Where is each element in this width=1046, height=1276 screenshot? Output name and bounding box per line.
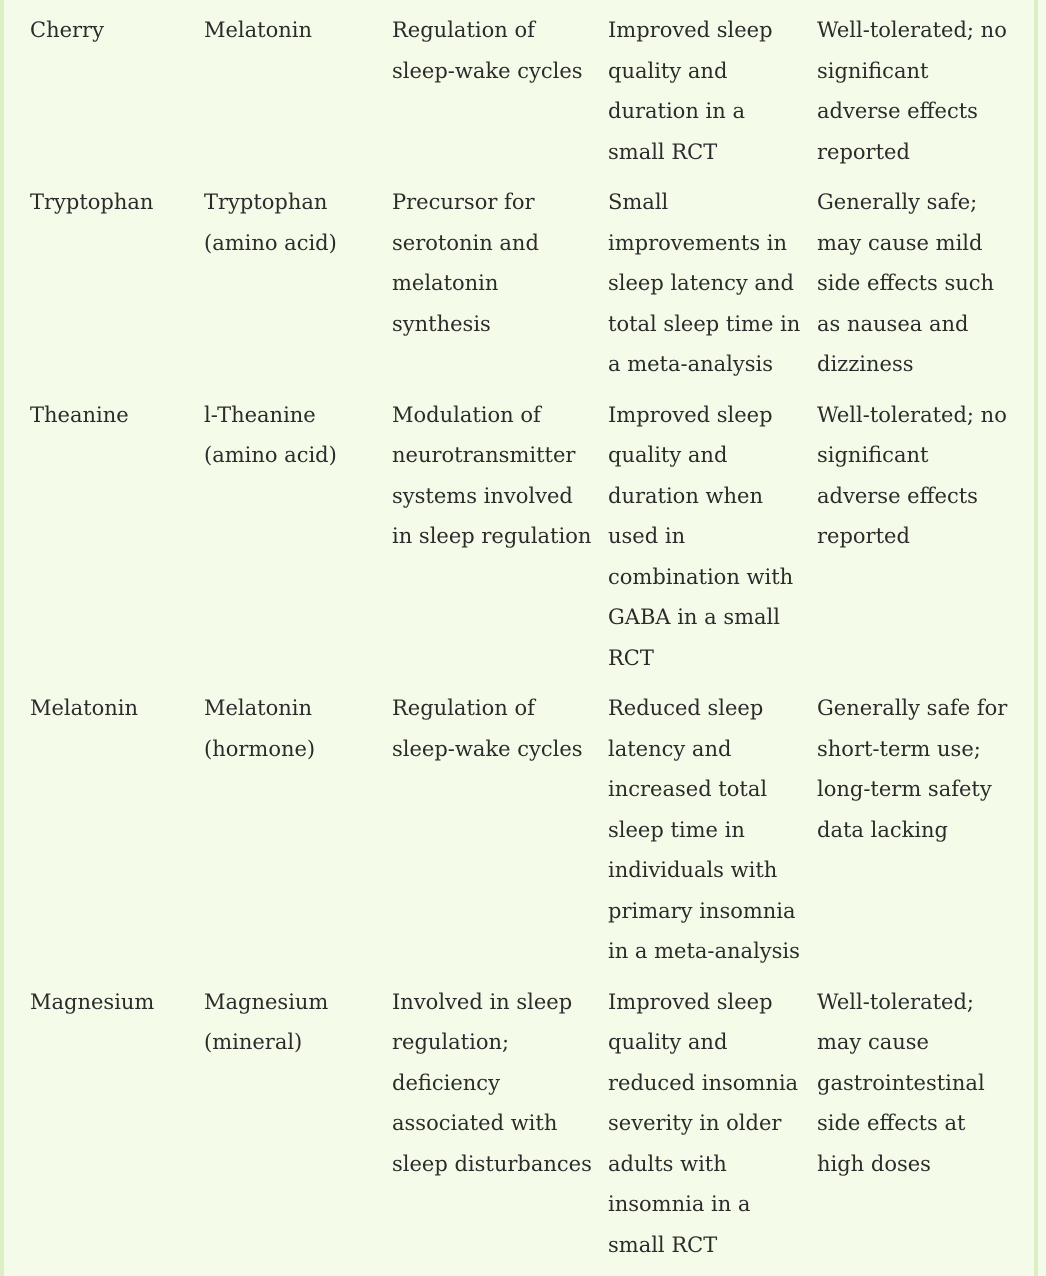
mechanism-cell: Precursor for serotonin and melatonin synthesis bbox=[392, 190, 539, 336]
evidence-cell: Improved sleep quality and duration when used in combination with GABA in a small RCT bbox=[608, 402, 794, 670]
safety-cell: Well-tolerated; no significant adverse effects reported bbox=[817, 402, 1007, 548]
remedies-table bbox=[22, 10, 1022, 1275]
compound-cell: Tryptophan (amino acid) bbox=[204, 190, 337, 255]
remedy-cell: Melatonin bbox=[30, 696, 139, 720]
mechanism-cell: Modulation of neurotransmitter systems involved in sleep regulation bbox=[392, 402, 592, 548]
evidence-cell: Reduced sleep latency and increased total sleep time in individuals with primary insomnia in a meta-analysis bbox=[608, 696, 800, 963]
table-row bbox=[22, 182, 1022, 395]
table-row bbox=[22, 395, 1022, 689]
compound-cell: l-Theanine (amino acid) bbox=[204, 402, 337, 467]
compound-cell: Melatonin bbox=[204, 18, 313, 42]
safety-cell: Well-tolerated; may cause gastrointestinal side effects at high doses bbox=[817, 989, 985, 1176]
mechanism-cell: Regulation of sleep-wake cycles bbox=[392, 696, 583, 761]
mechanism-cell: Involved in sleep regulation; deficiency associated with sleep disturbances bbox=[392, 989, 592, 1176]
compound-cell: Melatonin (hormone) bbox=[204, 696, 316, 761]
safety-cell: Well-tolerated; no significant adverse effects reported bbox=[817, 18, 1007, 164]
table-row bbox=[22, 982, 1022, 1276]
safety-cell: Generally safe for short-term use; long-term safety data lacking bbox=[817, 696, 1008, 842]
table-row bbox=[22, 10, 1022, 182]
evidence-cell: Improved sleep quality and duration in a small RCT bbox=[608, 18, 773, 164]
remedy-cell: Cherry bbox=[30, 18, 104, 42]
mechanism-cell: Regulation of sleep-wake cycles bbox=[392, 18, 583, 83]
evidence-cell: Improved sleep quality and reduced insomnia severity in older adults with insomnia in a small RCT bbox=[608, 989, 799, 1257]
safety-cell: Generally safe; may cause mild side effects such as nausea and dizziness bbox=[817, 190, 995, 376]
compound-cell: Magnesium (mineral) bbox=[204, 989, 329, 1054]
remedy-cell: Theanine bbox=[30, 402, 129, 427]
remedy-cell: Tryptophan bbox=[30, 190, 154, 214]
remedy-cell: Magnesium bbox=[30, 989, 155, 1014]
table-row bbox=[22, 688, 1022, 982]
evidence-cell: Small improvements in sleep latency and total sleep time in a meta-analysis bbox=[608, 190, 801, 376]
